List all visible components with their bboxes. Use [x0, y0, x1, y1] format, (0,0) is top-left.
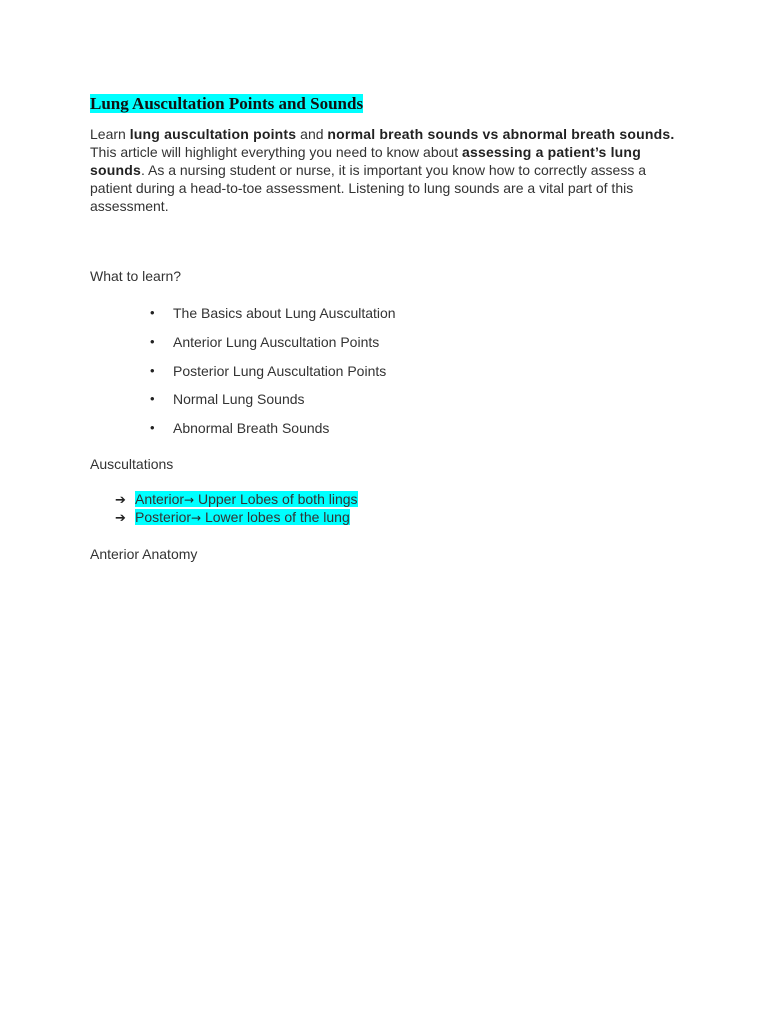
topic-label: Abnormal Breath Sounds	[173, 420, 330, 437]
intro-bold-auscultation-points: lung auscultation points	[129, 126, 297, 142]
intro-text-3: This article will highlight everything you need to know about	[90, 144, 462, 160]
topic-label: Normal Lung Sounds	[173, 391, 305, 408]
auscultations-list	[115, 490, 358, 526]
auscultation-side: Posterior	[135, 509, 192, 525]
topics-list	[150, 303, 396, 447]
arrow-right-icon: ➔	[115, 511, 126, 526]
list-item	[150, 418, 396, 447]
document-title	[90, 93, 363, 115]
auscultation-text: Lower lobes of the lung	[201, 509, 350, 525]
topic-label: The Basics about Lung Auscultation	[173, 305, 396, 321]
list-item	[115, 490, 358, 508]
topic-label: Anterior Lung Auscultation Points	[173, 333, 380, 350]
intro-text-2: and	[296, 126, 328, 142]
auscultation-text: Upper Lobes of both lings	[194, 491, 358, 507]
bullet-icon: •	[150, 333, 155, 349]
list-item	[150, 361, 396, 390]
auscultation-side: Anterior	[135, 491, 185, 507]
list-item	[150, 389, 396, 418]
intro-text-4: . As a nursing student or nurse, it is important you know how to correctly assess a patient during a head-to-toe assessment. Listening to lung sounds are a vital part of this assessment.	[90, 162, 646, 214]
auscultations-heading: Auscultations	[90, 456, 174, 472]
list-item	[150, 332, 396, 361]
what-to-learn-heading: What to learn?	[90, 268, 182, 284]
arrow-right-icon: →	[184, 493, 195, 507]
intro-text-1: Learn	[90, 126, 130, 142]
bullet-icon: •	[150, 420, 155, 436]
bullet-icon: •	[150, 305, 155, 320]
auscultation-highlight	[135, 491, 358, 507]
anterior-anatomy-heading: Anterior Anatomy	[90, 546, 198, 562]
arrow-right-icon: →	[191, 511, 202, 525]
bullet-icon: •	[150, 362, 155, 378]
intro-paragraph	[90, 125, 680, 215]
list-item	[150, 303, 396, 332]
intro-bold-breath-sounds: normal breath sounds vs abnormal breath sounds.	[327, 126, 675, 142]
auscultation-highlight	[135, 509, 350, 525]
arrow-right-icon: ➔	[115, 493, 126, 508]
title-highlight: Lung Auscultation Points and Sounds	[90, 94, 364, 113]
topic-label: Posterior Lung Auscultation Points	[173, 362, 387, 379]
list-item	[115, 508, 358, 526]
intro-bold-assessing: assessing a patient’s lung sounds	[90, 144, 641, 178]
bullet-icon: •	[150, 391, 155, 407]
